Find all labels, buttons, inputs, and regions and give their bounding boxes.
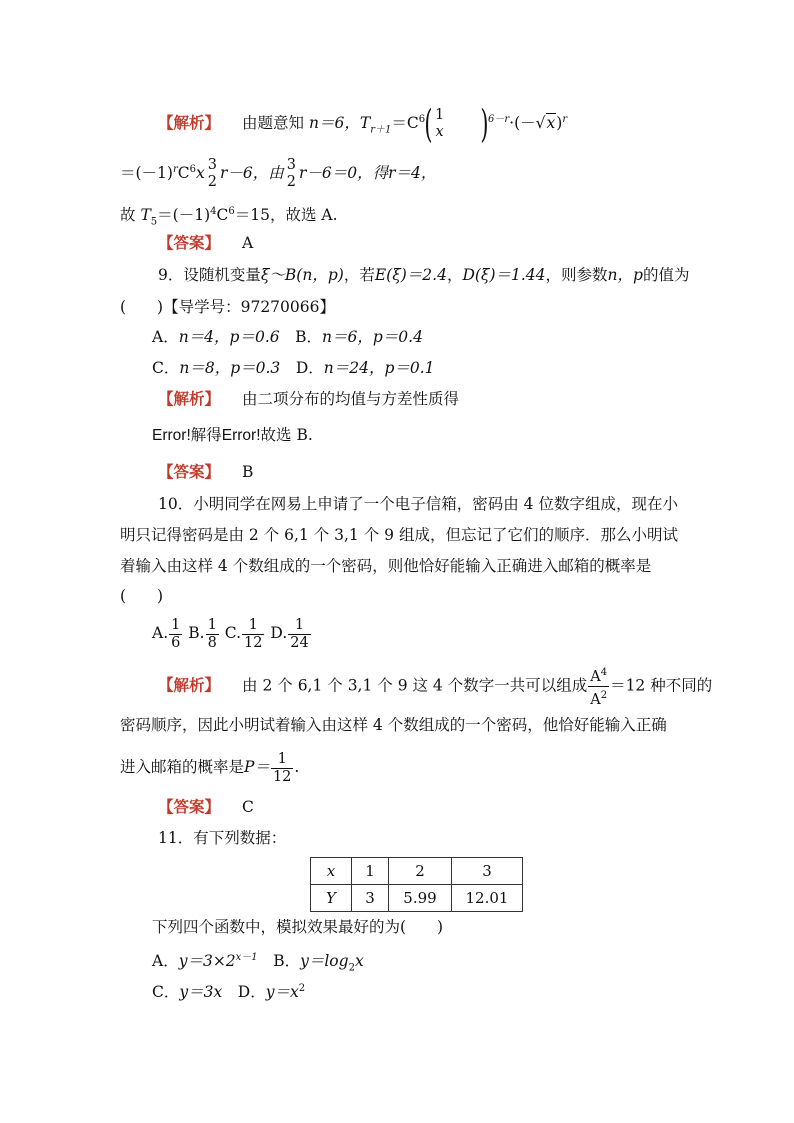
q8-analysis-line3: 故 $T_5=(-1)^4C^6=15$，故选 A.	[120, 206, 338, 228]
q9-options-ab: A．n＝4，p＝0.6 B．n＝6，p＝0.4	[152, 328, 423, 346]
q10-stem-line2: 明只记得密码是由 2 个 6,1 个 3,1 个 9 组成，但忘记了它们的顺序．那么小明试	[120, 526, 678, 544]
q10-stem-line3: 着输入由这样 4 个数组成的一个密码，则他恰好能输入正确进入邮箱的概率是	[120, 557, 652, 575]
fraction: $\frac{1}{24}$	[290, 616, 309, 651]
q10-analysis-line2: 密码顺序，因此小明试着输入由这样 4 个数组成的一个密码，他恰好能输入正确	[120, 716, 667, 734]
table-row: x 1 2 3	[311, 858, 523, 885]
fraction: $\frac{1}{8}$	[207, 616, 217, 651]
q9-answer: 【 答案 】 B	[158, 462, 253, 482]
fraction: $\frac{1}{12}$	[244, 616, 263, 651]
q11-question: 下列四个函数中，模拟效果最好的为( )	[152, 918, 444, 936]
q9-stem-line1: 9．设随机变量ξ～B(n，p)，若E(ξ)＝2.4，D(ξ)＝1.44，则参数n，p的值为	[158, 266, 690, 284]
q8-analysis-line2: $=(-1)^rC^6x$ 3 2 r－6，由 3 2 r－6＝0，得r＝4，	[120, 157, 437, 191]
q11-options-cd: C．y＝3x D．$y=x^2$	[152, 983, 306, 1002]
fraction: 1 x	[434, 107, 445, 141]
q8-answer: 【 答案 】 A	[158, 233, 253, 253]
answer-label: 【 答案 】	[158, 234, 220, 252]
fraction: $\frac{A^4}{A^2}$	[588, 664, 609, 709]
q10-stem-line4: ( )	[120, 587, 164, 605]
fraction: $\frac{1}{6}$	[171, 616, 181, 651]
analysis-label: 【 解析 】	[158, 114, 220, 132]
q10-analysis-line3: 进入邮箱的概率是P＝ $\frac{1}{12}$ .	[120, 750, 300, 785]
fraction: 3 2	[207, 157, 217, 191]
q10-analysis-line1: 【 解析 】 由 2 个 6,1 个 3,1 个 9 这 4 个数字一共可以组成 $\frac{A^4}{A^2}$ ＝12 种不同的	[158, 664, 712, 706]
data-table	[310, 857, 523, 912]
fraction: $\frac{1}{12}$	[272, 750, 292, 785]
q9-analysis: 【 解析 】 由二项分布的均值与方差性质得	[158, 389, 459, 409]
q11-options-ab: A．$y=3\times 2^{x-1}$ B．$y=\log_2x$	[152, 952, 364, 974]
q9-options-cd: C．n＝8，p＝0.3 D．n＝24，p＝0.1	[152, 359, 435, 377]
analysis-label: 【 解析 】	[158, 676, 220, 694]
fraction: 3 2	[286, 157, 296, 191]
q11-stem: 11．有下列数据：	[158, 829, 287, 847]
q10-stem-line1: 10．小明同学在网易上申请了一个电子信箱，密码由 4 位数字组成，现在小	[158, 495, 678, 513]
q10-options: A. $\frac{1}{6}$ B. $\frac{1}{8}$ C. $\frac{1}{12}$ D. $\frac{1}{24}$	[152, 616, 309, 651]
q9-error-line: Error!解得Error!故选 B.	[152, 426, 313, 444]
analysis-label: 【 解析 】	[158, 390, 220, 408]
answer-label: 【 答案 】	[158, 463, 220, 481]
sqrt: √x	[535, 114, 556, 133]
q10-answer: 【 答案 】 C	[158, 797, 254, 817]
answer-label: 【 答案 】	[158, 798, 220, 816]
q8-analysis-line1: 【 解析 】 由题意知 n＝6，$T_{r+1}=C^6$( 1 x )$^{6-r}\cdot(-√x)^r$	[158, 100, 567, 140]
q9-stem-line2: ( )【导学号：97270066】	[120, 298, 335, 316]
table-row: Y 3 5.99 12.01	[311, 885, 523, 912]
